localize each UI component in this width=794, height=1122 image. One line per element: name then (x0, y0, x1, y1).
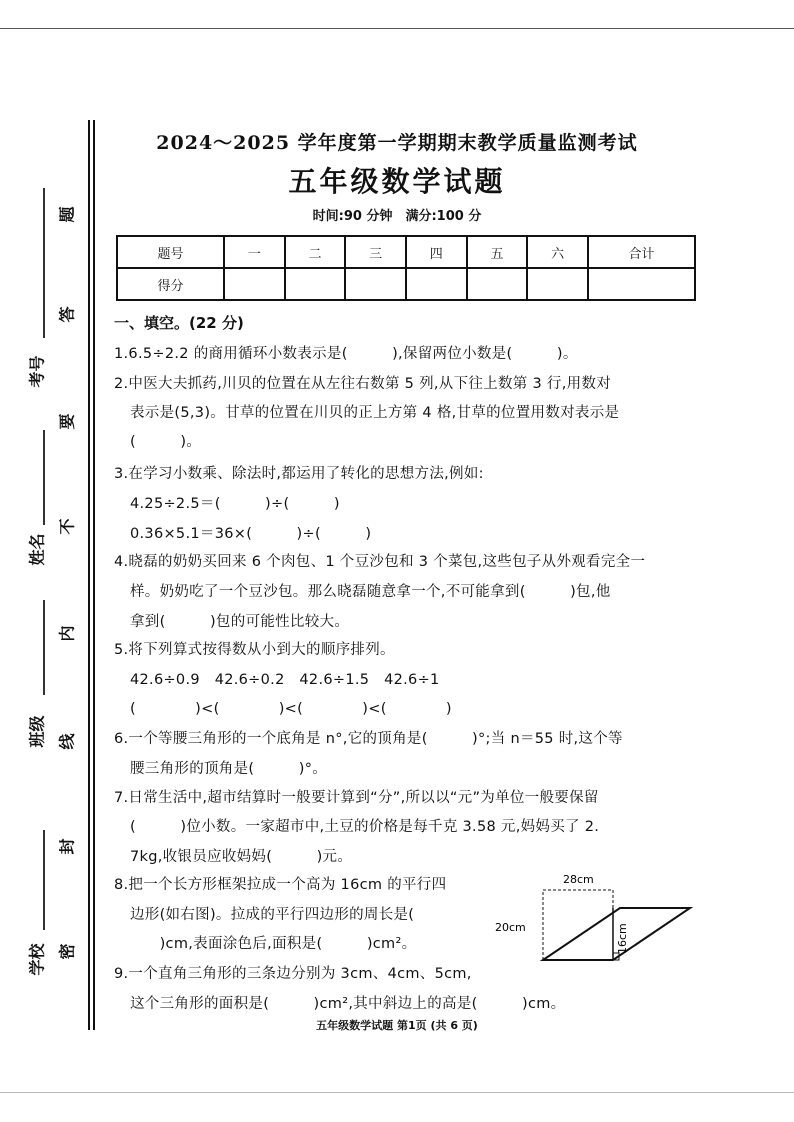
warning-char-7: 封 (57, 838, 77, 855)
question-line: 6.一个等腰三角形的一个底角是 n°,它的顶角是( )°;当 n＝55 时,这个等 (114, 731, 623, 747)
question-line: 3.在学习小数乘、除法时,都运用了转化的思想方法,例如: (114, 466, 484, 482)
class-label: 班级 (27, 715, 47, 748)
binding-line-outer (88, 120, 90, 1030)
score-cell: 六 (527, 236, 588, 268)
binding-line-inner (93, 120, 95, 1030)
exam-number-label: 考号 (27, 355, 47, 388)
question-line: 这个三角形的面积是( )cm²,其中斜边上的高是( )cm。 (130, 996, 566, 1012)
question-line: 1.6.5÷2.2 的商用循环小数表示是( ),保留两位小数是( )。 (114, 346, 578, 362)
exam-title: 2024～2025 学年度第一学期期末教学质量监测考试 (156, 132, 638, 154)
warning-char-4: 不 (57, 518, 77, 535)
score-cell: 二 (285, 236, 346, 268)
score-cell: 五 (467, 236, 528, 268)
question-line: 腰三角形的顶角是( )°。 (130, 761, 328, 777)
score-cell: 合计 (588, 236, 695, 268)
question-line: 2.中医大夫抓药,川贝的位置在从左往右数第 5 列,从下往上数第 3 行,用数对 (114, 376, 612, 392)
question-line: ( )位小数。一家超市中,土豆的价格是每千克 3.58 元,妈妈买了 2. (130, 819, 600, 835)
score-input-cell (224, 268, 285, 300)
score-table-header-row (117, 236, 695, 268)
original-rectangle (543, 890, 613, 960)
score-table-score-row (117, 268, 695, 300)
question-line: 0.36×5.1＝36×( )÷( ) (130, 526, 372, 542)
score-input-cell (588, 268, 695, 300)
question-line: 7kg,收银员应收妈妈( )元。 (130, 849, 353, 865)
score-input-cell (467, 268, 528, 300)
question-line: ( )<( )<( )<( ) (130, 701, 452, 717)
question-line: ( )。 (130, 434, 202, 450)
top-dimension-label: 28cm (563, 873, 594, 886)
top-rule (0, 28, 794, 29)
class-blank (43, 600, 45, 695)
score-input-cell (285, 268, 346, 300)
warning-char-2: 答 (57, 306, 77, 323)
height-dimension-label: 16cm (616, 923, 629, 954)
score-cell: 一 (224, 236, 285, 268)
left-dimension-label: 20cm (495, 921, 526, 934)
score-cell: 得分 (117, 268, 224, 300)
question-line: 42.6÷0.9 42.6÷0.2 42.6÷1.5 42.6÷1 (130, 672, 440, 688)
warning-char-5: 内 (57, 625, 77, 642)
question-line: 4.25÷2.5＝( )÷( ) (130, 496, 340, 512)
question-line: 7.日常生活中,超市结算时一般要计算到“分”,所以以“元”为单位一般要保留 (114, 790, 599, 806)
question-line: 拿到( )包的可能性比较大。 (130, 614, 350, 630)
exam-info: 时间:90 分钟 满分:100 分 (312, 209, 482, 224)
parallelogram-figure (495, 868, 695, 968)
subject-title: 五年级数学试题 (288, 165, 506, 198)
question-line: 样。奶奶吃了一个豆沙包。那么晓磊随意拿一个,不可能拿到( )包,他 (130, 584, 611, 600)
name-label: 姓名 (27, 533, 47, 566)
score-input-cell (527, 268, 588, 300)
score-cell: 题号 (117, 236, 224, 268)
warning-char-6: 线 (57, 733, 77, 750)
page-footer: 五年级数学试题 第1页 (共 6 页) (316, 1019, 478, 1032)
question-line: 表示是(5,3)。甘草的位置在川贝的正上方第 4 格,甘草的位置用数对表示是 (130, 405, 620, 421)
name-blank (43, 430, 45, 525)
question-line: )cm,表面涂色后,面积是( )cm²。 (130, 936, 417, 952)
bottom-rule (0, 1092, 794, 1093)
question-line: 4.晓磊的奶奶买回来 6 个肉包、1 个豆沙包和 3 个菜包,这些包子从外观看完全一 (114, 554, 646, 570)
section-title: 一、填空。(22 分) (114, 314, 244, 332)
score-table (116, 235, 696, 301)
question-line: 9.一个直角三角形的三条边分别为 3cm、4cm、5cm, (114, 966, 472, 982)
warning-char-1: 题 (57, 206, 77, 223)
question-line: 边形(如右图)。拉成的平行四边形的周长是( (130, 907, 415, 923)
score-input-cell (406, 268, 467, 300)
score-input-cell (345, 268, 406, 300)
school-blank (43, 830, 45, 930)
warning-char-8: 密 (57, 943, 77, 960)
warning-char-3: 要 (57, 413, 77, 430)
school-label: 学校 (27, 943, 47, 976)
question-line: 8.把一个长方形框架拉成一个高为 16cm 的平行四 (114, 877, 447, 893)
score-cell: 三 (345, 236, 406, 268)
score-cell: 四 (406, 236, 467, 268)
question-line: 5.将下列算式按得数从小到大的顺序排列。 (114, 642, 395, 658)
